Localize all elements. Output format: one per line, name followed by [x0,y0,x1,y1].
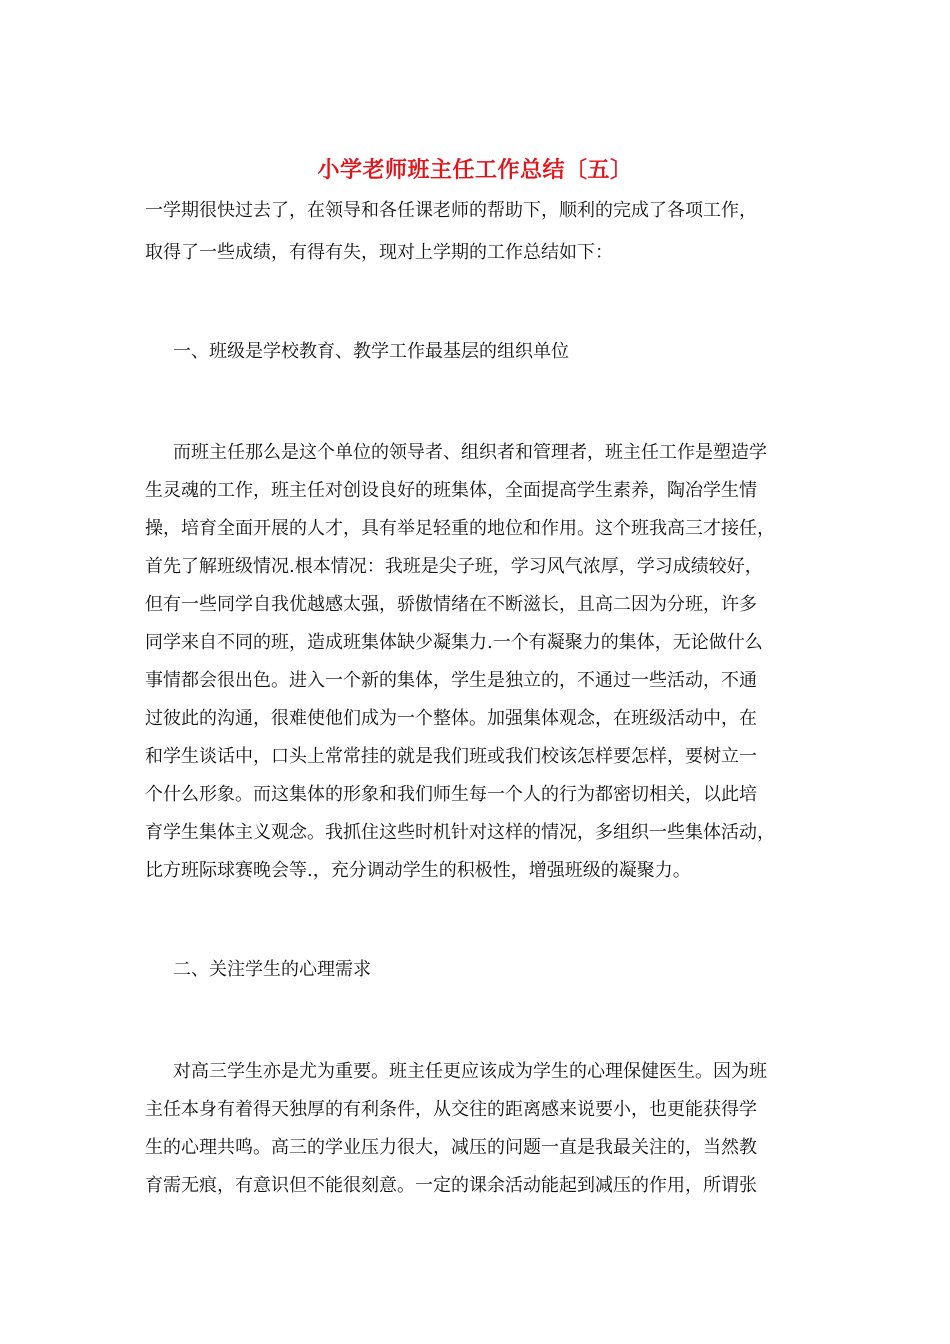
section1-line-1: 而班主任那么是这个单位的领导者、组织者和管理者，班主任工作是塑造学 [173,442,767,463]
section1-line-10: 个什么形象。而这集体的形象和我们师生每一个人的行为都密切相关，以此培 [145,784,757,805]
section1-line-12: 比方班际球赛晚会等.，充分调动学生的积极性，增强班级的凝聚力。 [145,860,691,881]
section2-line-3: 生的心理共鸣。高三的学业压力很大，减压的问题一直是我最关注的，当然教 [145,1137,757,1158]
section2-heading: 二、关注学生的心理需求 [173,959,371,980]
document-title: 小学老师班主任工作总结〔五〕 [317,157,633,183]
section2-line-2: 主任本身有着得天独厚的有利条件，从交往的距离感来说要小，也更能获得学 [145,1099,757,1120]
section1-line-2: 生灵魂的工作，班主任对创设良好的班集体，全面提高学生素养，陶冶学生情 [145,480,757,501]
intro-line-1: 一学期很快过去了，在领导和各任课老师的帮助下，顺利的完成了各项工作， [145,200,757,221]
section2-line-1: 对高三学生亦是尤为重要。班主任更应该成为学生的心理保健医生。因为班 [173,1061,767,1082]
section1-line-3: 操，培育全面开展的人才，具有举足轻重的地位和作用。这个班我高三才接任， [145,518,775,539]
section1-line-11: 育学生集体主义观念。我抓住这些时机针对这样的情况，多组织一些集体活动， [145,822,775,843]
section1-line-9: 和学生谈话中，口头上常常挂的就是我们班或我们校该怎样要怎样，要树立一 [145,746,757,767]
section1-heading: 一、班级是学校教育、教学工作最基层的组织单位 [173,341,569,362]
section2-line-4: 育需无痕，有意识但不能很刻意。一定的课余活动能起到减压的作用，所谓张 [145,1175,757,1196]
section1-line-6: 同学来自不同的班，造成班集体缺少凝集力.一个有凝聚力的集体，无论做什么 [145,632,763,653]
section1-line-4: 首先了解班级情况.根本情况：我班是尖子班，学习风气浓厚，学习成绩较好， [145,556,763,577]
intro-line-2: 取得了一些成绩，有得有失，现对上学期的工作总结如下： [145,242,613,263]
section1-line-7: 事情都会很出色。进入一个新的集体，学生是独立的，不通过一些活动，不通 [145,670,757,691]
section1-line-8: 过彼此的沟通，很难使他们成为一个整体。加强集体观念，在班级活动中，在 [145,708,757,729]
section1-line-5: 但有一些同学自我优越感太强，骄傲情绪在不断滋长，且高二因为分班，许多 [145,594,757,615]
